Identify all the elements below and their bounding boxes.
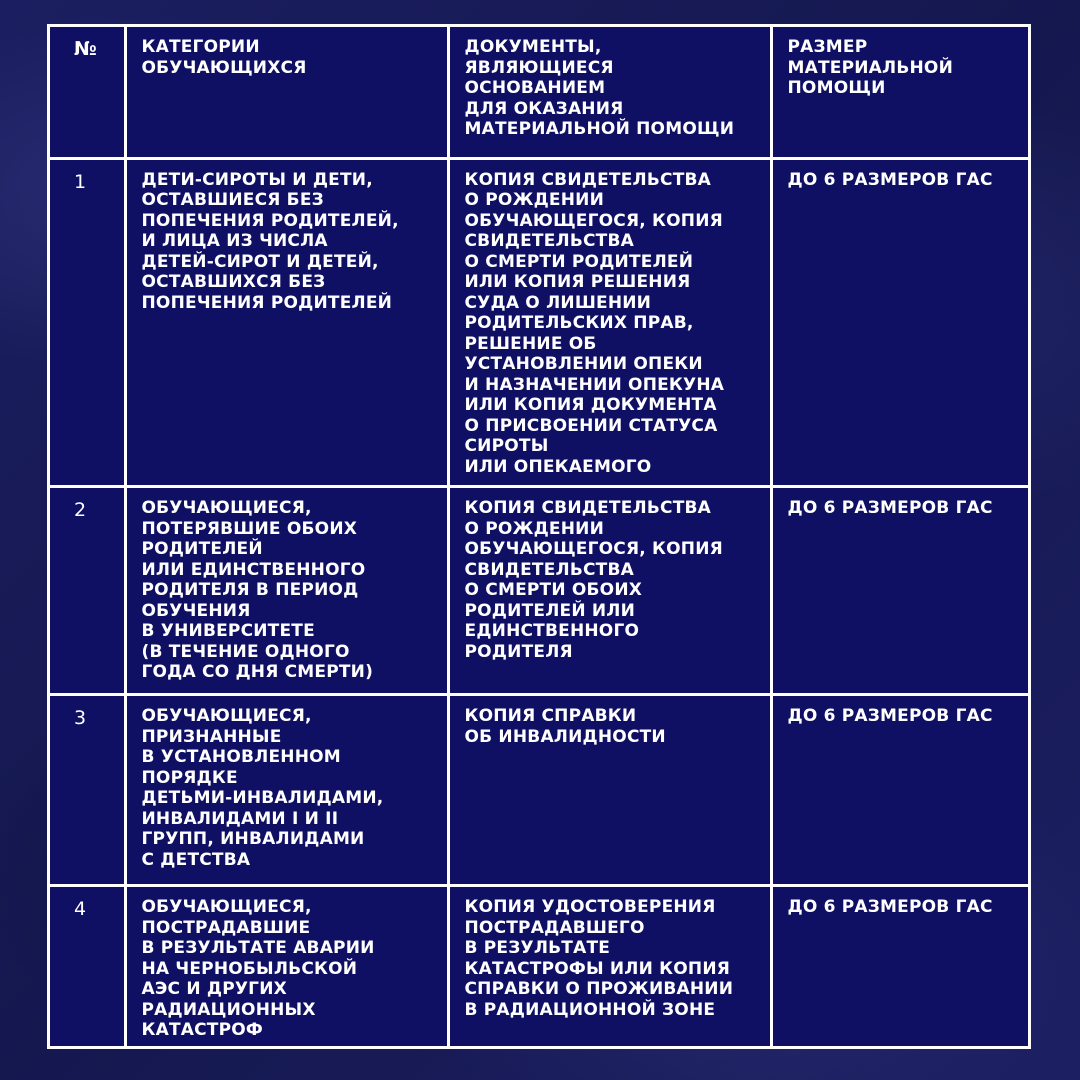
row-documents: КОПИЯ УДОСТОВЕРЕНИЯ ПОСТРАДАВШЕГО В РЕЗУЛЬТАТЕ КАТАСТРОФЫ ИЛИ КОПИЯ СПРАВКИ О ПРОЖИВАНИИ В РАДИАЦИОННОЙ ЗОНЕ (448, 886, 771, 1049)
material-aid-table (50, 27, 1028, 1049)
header-documents: ДОКУМЕНТЫ, ЯВЛЯЮЩИЕСЯ ОСНОВАНИЕМ ДЛЯ ОКАЗАНИЯ МАТЕРИАЛЬНОЙ ПОМОЩИ (448, 27, 771, 158)
table-header-row (50, 27, 1028, 158)
table-row (50, 695, 1028, 886)
row-category: ОБУЧАЮЩИЕСЯ, ПРИЗНАННЫЕ В УСТАНОВЛЕННОМ ПОРЯДКЕ ДЕТЬМИ-ИНВАЛИДАМИ, ИНВАЛИДАМИ I И II ГРУПП, ИНВАЛИДАМИ С ДЕТСТВА (125, 695, 448, 886)
row-documents: КОПИЯ СВИДЕТЕЛЬСТВА О РОЖДЕНИИ ОБУЧАЮЩЕГОСЯ, КОПИЯ СВИДЕТЕЛЬСТВА О СМЕРТИ РОДИТЕЛЕЙ ИЛИ КОПИЯ РЕШЕНИЯ СУДА О ЛИШЕНИИ РОДИТЕЛЬСКИХ ПРАВ, РЕШЕНИЕ ОБ УСТАНОВЛЕНИИ ОПЕКИ И НАЗНАЧЕНИИ ОПЕКУНА ИЛИ КОПИЯ ДОКУМЕНТА О ПРИСВОЕНИИ СТАТУСА СИРОТЫ ИЛИ ОПЕКАЕМОГО (448, 158, 771, 487)
table-row (50, 158, 1028, 487)
header-category: КАТЕГОРИИ ОБУЧАЮЩИХСЯ (125, 27, 448, 158)
row-number: 2 (50, 487, 125, 695)
row-category: ОБУЧАЮЩИЕСЯ, ПОСТРАДАВШИЕ В РЕЗУЛЬТАТЕ АВАРИИ НА ЧЕРНОБЫЛЬСКОЙ АЭС И ДРУГИХ РАДИАЦИОННЫХ КАТАСТРОФ (125, 886, 448, 1049)
header-number: № (50, 27, 125, 158)
row-number: 3 (50, 695, 125, 886)
row-size: ДО 6 РАЗМЕРОВ ГАС (771, 695, 1028, 886)
row-documents: КОПИЯ СВИДЕТЕЛЬСТВА О РОЖДЕНИИ ОБУЧАЮЩЕГОСЯ, КОПИЯ СВИДЕТЕЛЬСТВА О СМЕРТИ ОБОИХ РОДИТЕЛЕЙ ИЛИ ЕДИНСТВЕННОГО РОДИТЕЛЯ (448, 487, 771, 695)
row-number: 1 (50, 158, 125, 487)
row-category: ОБУЧАЮЩИЕСЯ, ПОТЕРЯВШИЕ ОБОИХ РОДИТЕЛЕЙ ИЛИ ЕДИНСТВЕННОГО РОДИТЕЛЯ В ПЕРИОД ОБУЧЕНИЯ В УНИВЕРСИТЕТЕ (В ТЕЧЕНИЕ ОДНОГО ГОДА СО ДНЯ СМЕРТИ) (125, 487, 448, 695)
material-aid-table-frame (47, 24, 1031, 1049)
row-size: ДО 6 РАЗМЕРОВ ГАС (771, 158, 1028, 487)
table-row (50, 886, 1028, 1049)
row-size: ДО 6 РАЗМЕРОВ ГАС (771, 886, 1028, 1049)
row-size: ДО 6 РАЗМЕРОВ ГАС (771, 487, 1028, 695)
row-category: ДЕТИ-СИРОТЫ И ДЕТИ, ОСТАВШИЕСЯ БЕЗ ПОПЕЧЕНИЯ РОДИТЕЛЕЙ, И ЛИЦА ИЗ ЧИСЛА ДЕТЕЙ-СИРОТ И ДЕТЕЙ, ОСТАВШИХСЯ БЕЗ ПОПЕЧЕНИЯ РОДИТЕЛЕЙ (125, 158, 448, 487)
row-number: 4 (50, 886, 125, 1049)
header-size: РАЗМЕР МАТЕРИАЛЬНОЙ ПОМОЩИ (771, 27, 1028, 158)
table-row (50, 487, 1028, 695)
row-documents: КОПИЯ СПРАВКИ ОБ ИНВАЛИДНОСТИ (448, 695, 771, 886)
